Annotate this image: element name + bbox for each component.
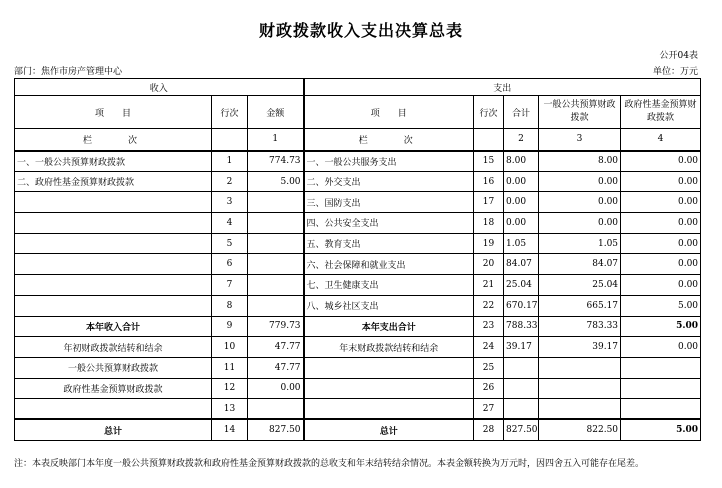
empty-cell [539, 378, 621, 399]
carry-in-fund-label: 政府性基金预算财政拨款 [15, 378, 212, 399]
table-row [15, 213, 701, 234]
expense-total: 0.00 [504, 213, 539, 234]
expense-fund: 0.00 [621, 213, 701, 234]
footnote: 注：本表反映部门本年度一般公共预算财政拨款和政府性基金预算财政拨款的总收支和年末结转结余情况。本表金额转换为万元时，因四舍五入可能存在尾差。 [14, 459, 645, 469]
expense-item: 六、社会保障和就业支出 [304, 254, 474, 275]
sub-label2: 栏 次 [304, 129, 474, 151]
income-row-no: 6 [212, 254, 248, 275]
expense-total: 84.07 [504, 254, 539, 275]
sub-label: 栏 次 [15, 129, 212, 151]
empty-cell [474, 129, 504, 151]
income-amount [248, 295, 304, 316]
table-row [15, 233, 701, 254]
expense-general: 1.05 [539, 233, 621, 254]
expense-fund: 0.00 [621, 275, 701, 296]
col-total-header: 合计 [504, 96, 539, 129]
unit-label: 单位：万元 [652, 67, 698, 77]
empty-cell [621, 399, 701, 420]
expense-section-header: 支出 [304, 79, 701, 96]
row-no: 27 [474, 399, 504, 420]
carry-out-total: 39.17 [504, 337, 539, 358]
grand-total-amount: 827.50 [248, 419, 304, 440]
empty-cell [15, 399, 212, 420]
income-item [15, 213, 212, 234]
income-row-no: 3 [212, 192, 248, 213]
expense-row-no: 15 [474, 151, 504, 172]
table-row [15, 295, 701, 316]
income-row-no: 8 [212, 295, 248, 316]
expense-item: 七、卫生健康支出 [304, 275, 474, 296]
year-total-row [15, 316, 701, 337]
expense-general: 0.00 [539, 192, 621, 213]
expense-fund: 0.00 [621, 254, 701, 275]
expense-row-no: 21 [474, 275, 504, 296]
carry-in-fund-amount: 0.00 [248, 378, 304, 399]
row-no: 25 [474, 357, 504, 378]
expense-total: 670.17 [504, 295, 539, 316]
carry-out-label: 年末财政拨款结转和结余 [304, 337, 474, 358]
col-amount-header: 金额 [248, 96, 304, 129]
sub-3: 3 [539, 129, 621, 151]
carry-in-general-amount: 47.77 [248, 357, 304, 378]
carryover-fund-row [15, 378, 701, 399]
col-row-header: 行次 [212, 96, 248, 129]
col-item-header: 项 目 [15, 96, 212, 129]
income-item [15, 192, 212, 213]
expense-total-row-no: 23 [474, 316, 504, 337]
income-section-header: 收入 [15, 79, 304, 96]
expense-general: 8.00 [539, 151, 621, 172]
income-row-no: 4 [212, 213, 248, 234]
carry-out-fund: 0.00 [621, 337, 701, 358]
income-row-no: 7 [212, 275, 248, 296]
expense-row-no: 20 [474, 254, 504, 275]
income-total-amount: 779.73 [248, 316, 304, 337]
column-header-row [15, 96, 701, 129]
carryover-row [15, 337, 701, 358]
expense-item: 三、国防支出 [304, 192, 474, 213]
carry-out-general: 39.17 [539, 337, 621, 358]
expense-item: 一、一般公共服务支出 [304, 151, 474, 172]
col-fund-header: 政府性基金预算财政拨款 [621, 96, 701, 129]
income-item [15, 275, 212, 296]
expense-total-total: 788.33 [504, 316, 539, 337]
expense-item: 二、外交支出 [304, 171, 474, 192]
page-title: 财政拨款收入支出决算总表 [258, 21, 463, 40]
expense-total-general: 783.33 [539, 316, 621, 337]
grand-total-label2: 总计 [304, 419, 474, 440]
empty-cell [621, 357, 701, 378]
row-no: 26 [474, 378, 504, 399]
expense-total: 0.00 [504, 171, 539, 192]
income-amount: 5.00 [248, 171, 304, 192]
expense-total-label: 本年支出合计 [304, 316, 474, 337]
expense-row-no: 17 [474, 192, 504, 213]
empty-cell [539, 399, 621, 420]
empty-cell [504, 357, 539, 378]
expense-item: 五、教育支出 [304, 233, 474, 254]
department-label: 部门：焦作市房产管理中心 [14, 67, 123, 77]
expense-general: 0.00 [539, 213, 621, 234]
grand-total-general: 822.50 [539, 419, 621, 440]
empty-cell [304, 357, 474, 378]
income-item: 一、一般公共预算财政拨款 [15, 151, 212, 172]
income-item: 二、政府性基金预算财政拨款 [15, 171, 212, 192]
income-row-no: 2 [212, 171, 248, 192]
table-row [15, 171, 701, 192]
expense-total: 25.04 [504, 275, 539, 296]
carry-in-general-label: 一般公共预算财政拨款 [15, 357, 212, 378]
carryover-general-row [15, 357, 701, 378]
grand-total-row-no: 14 [212, 419, 248, 440]
carry-out-row-no: 24 [474, 337, 504, 358]
table-code: 公开04表 [659, 51, 698, 61]
budget-summary-table [14, 78, 701, 441]
income-item [15, 233, 212, 254]
blank-row [15, 399, 701, 420]
income-amount [248, 275, 304, 296]
grand-total-total: 827.50 [504, 419, 539, 440]
income-amount [248, 192, 304, 213]
sub-2: 2 [504, 129, 539, 151]
empty-cell [504, 378, 539, 399]
sub-4: 4 [621, 129, 701, 151]
income-row-no: 1 [212, 151, 248, 172]
income-item [15, 295, 212, 316]
expense-fund: 0.00 [621, 233, 701, 254]
income-total-row-no: 9 [212, 316, 248, 337]
col-general-header: 一般公共预算财政拨款 [539, 96, 621, 129]
col-row2-header: 行次 [474, 96, 504, 129]
empty-cell [621, 378, 701, 399]
income-total-label: 本年收入合计 [15, 316, 212, 337]
expense-fund: 0.00 [621, 192, 701, 213]
expense-total-fund: 5.00 [621, 316, 701, 337]
carry-in-amount: 47.77 [248, 337, 304, 358]
expense-general: 84.07 [539, 254, 621, 275]
expense-row-no: 16 [474, 171, 504, 192]
empty-cell [248, 399, 304, 420]
expense-item: 四、公共安全支出 [304, 213, 474, 234]
grand-total-row-no2: 28 [474, 419, 504, 440]
grand-total-row [15, 419, 701, 440]
income-amount [248, 213, 304, 234]
table-row [15, 151, 701, 172]
table-row [15, 254, 701, 275]
table-row [15, 192, 701, 213]
income-amount [248, 233, 304, 254]
expense-general: 665.17 [539, 295, 621, 316]
empty-cell [212, 129, 248, 151]
row-no: 13 [212, 399, 248, 420]
expense-row-no: 22 [474, 295, 504, 316]
empty-cell [304, 378, 474, 399]
expense-fund: 5.00 [621, 295, 701, 316]
empty-cell [304, 399, 474, 420]
expense-row-no: 18 [474, 213, 504, 234]
carry-in-general-row-no: 11 [212, 357, 248, 378]
grand-total-fund: 5.00 [621, 419, 701, 440]
column-index-row [15, 129, 701, 151]
expense-fund: 0.00 [621, 151, 701, 172]
expense-general: 0.00 [539, 171, 621, 192]
grand-total-label: 总计 [15, 419, 212, 440]
carry-in-row-no: 10 [212, 337, 248, 358]
expense-item: 八、城乡社区支出 [304, 295, 474, 316]
expense-total: 8.00 [504, 151, 539, 172]
expense-row-no: 19 [474, 233, 504, 254]
carry-in-label: 年初财政拨款结转和结余 [15, 337, 212, 358]
expense-total: 1.05 [504, 233, 539, 254]
income-item [15, 254, 212, 275]
col-item2-header: 项 目 [304, 96, 474, 129]
income-amount: 774.73 [248, 151, 304, 172]
income-amount [248, 254, 304, 275]
section-header-row [15, 79, 701, 96]
empty-cell [539, 357, 621, 378]
empty-cell [504, 399, 539, 420]
expense-total: 0.00 [504, 192, 539, 213]
expense-general: 25.04 [539, 275, 621, 296]
carry-in-fund-row-no: 12 [212, 378, 248, 399]
table-row [15, 275, 701, 296]
expense-fund: 0.00 [621, 171, 701, 192]
sub-1: 1 [248, 129, 304, 151]
income-row-no: 5 [212, 233, 248, 254]
